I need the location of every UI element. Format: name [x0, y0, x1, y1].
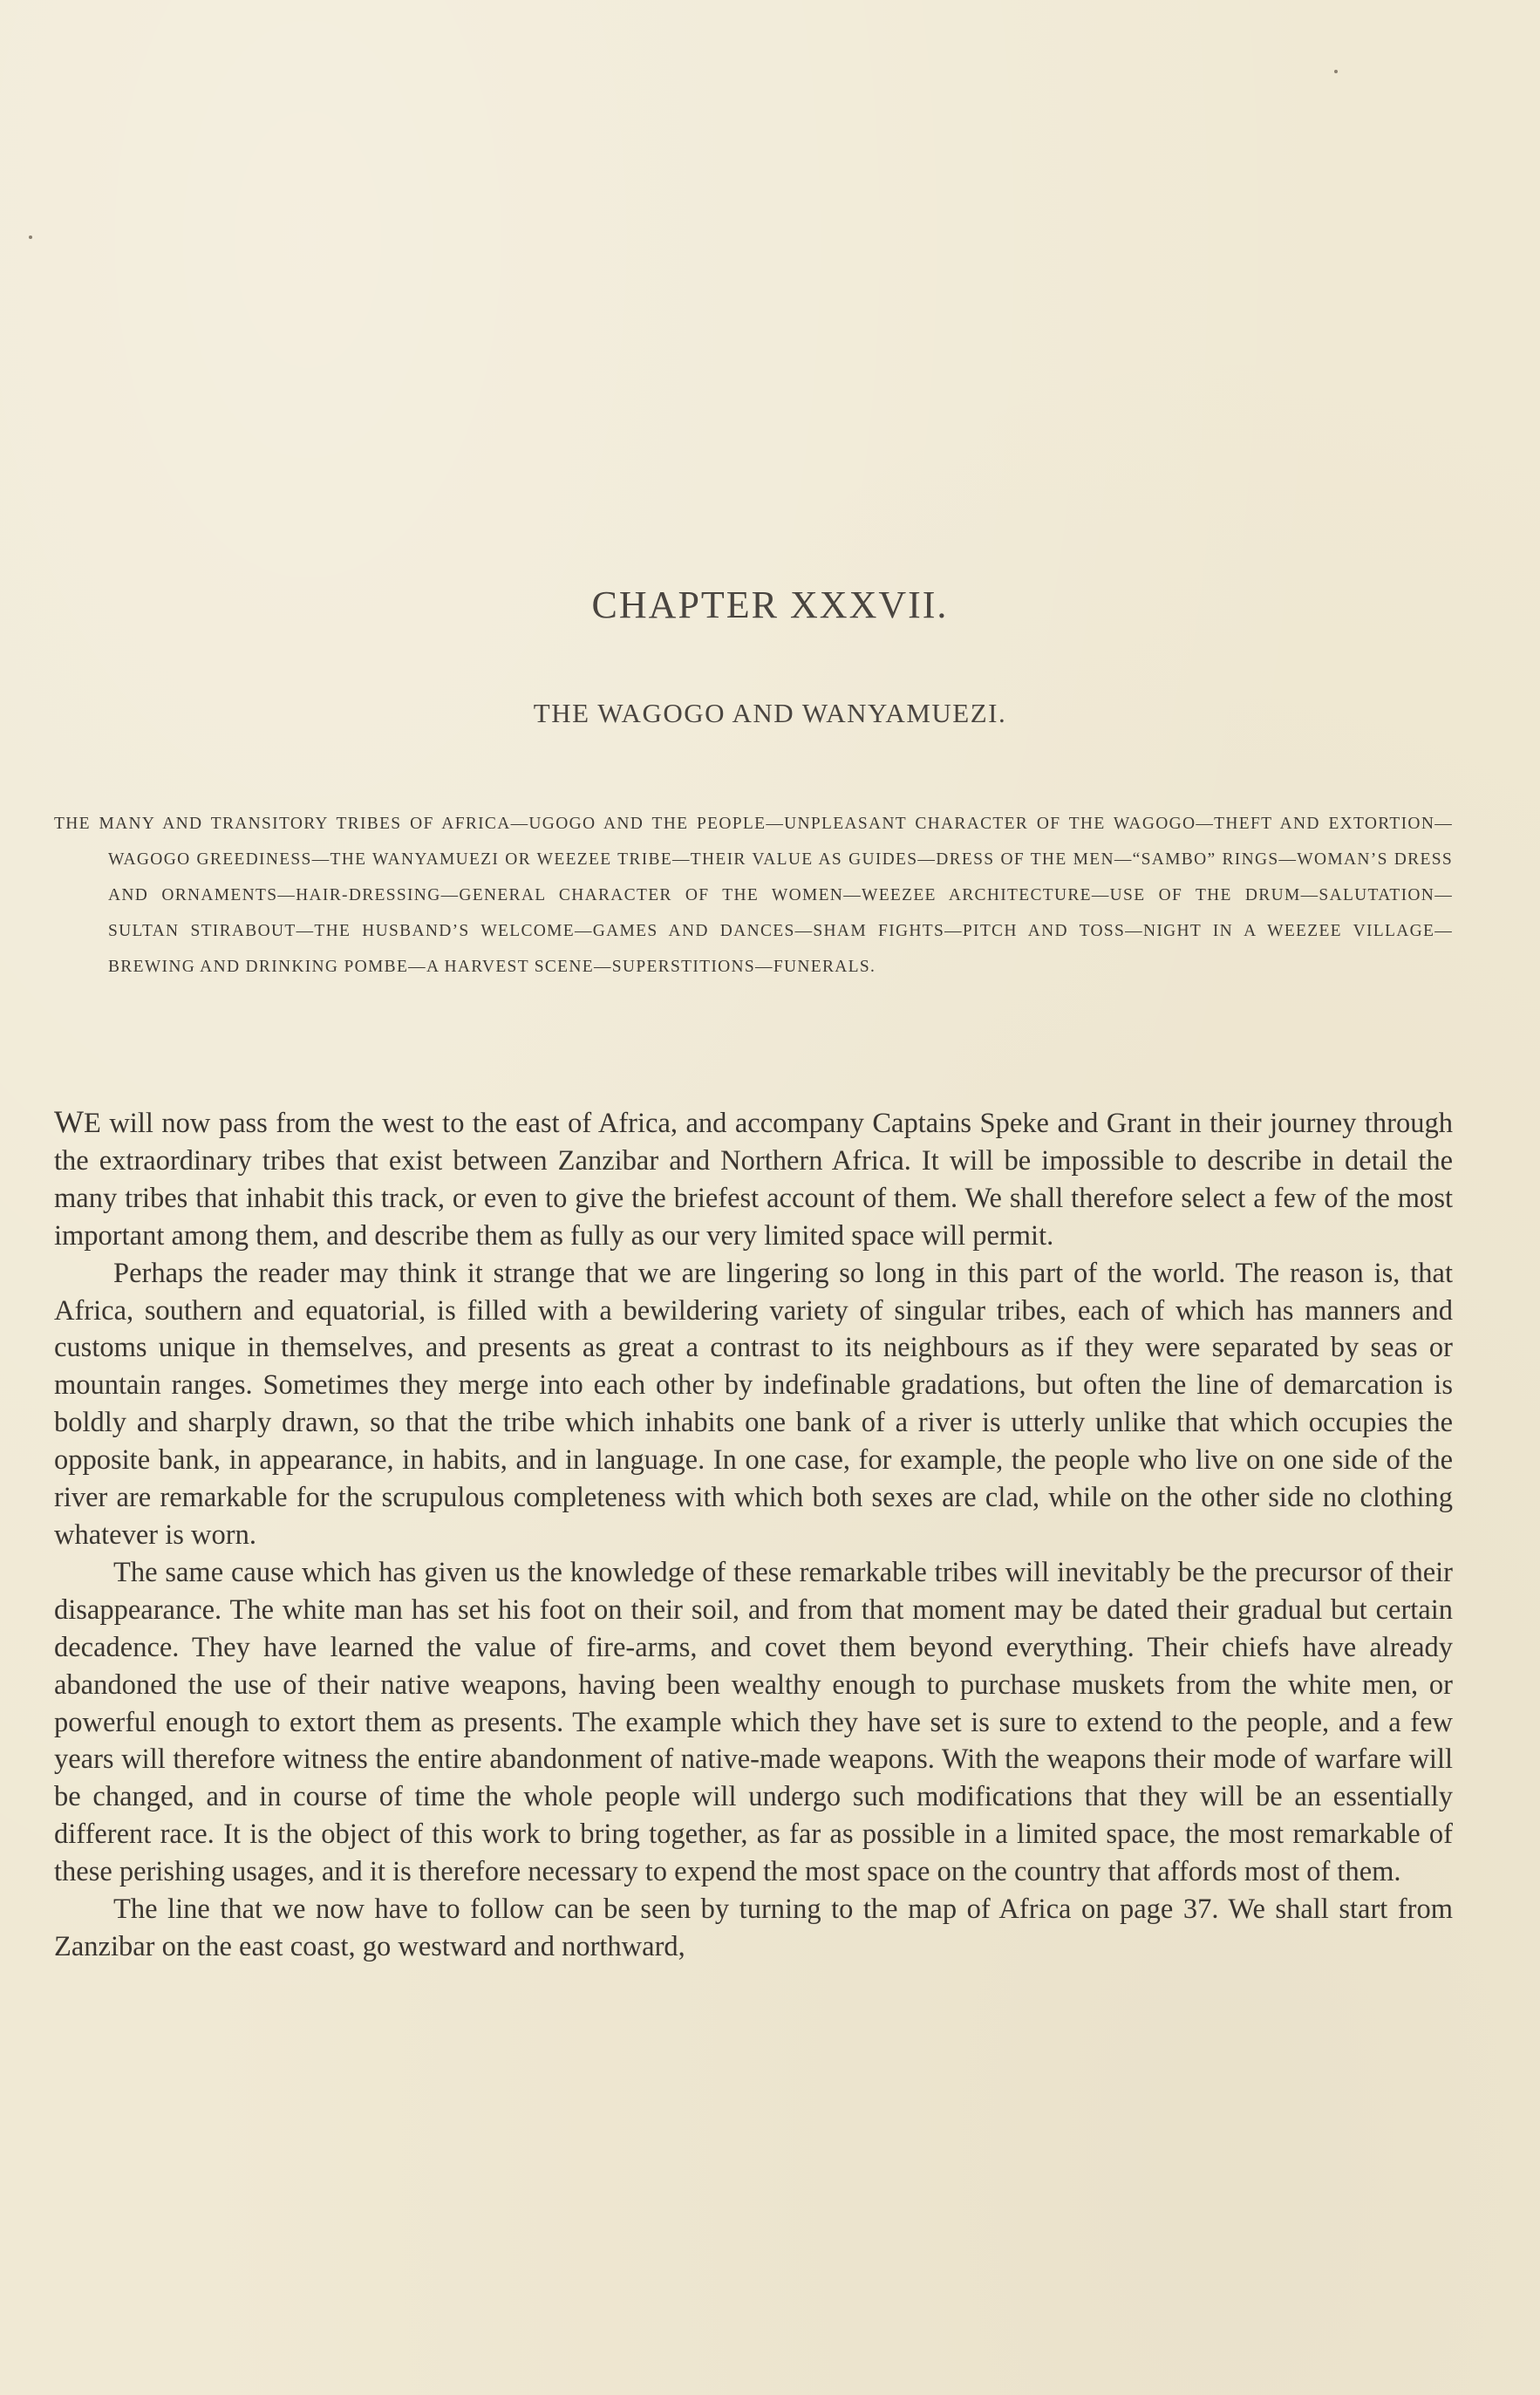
- margin-speck: [1334, 70, 1338, 73]
- chapter-synopsis: THE MANY AND TRANSITORY TRIBES OF AFRICA—UGOGO AND THE PEOPLE—UNPLEASANT CHARACTER OF THE WAGOGO—THEFT AND EXTORTION—WAGOGO GREEDINESS—THE WANYAMUEZI OR WEEZEE TRIBE—THEIR VALUE AS GUIDES—DRESS OF THE MEN—“SAMBO” RINGS—WOMAN’S DRESS AND ORNAMENTS—HAIR-DRESSING—GENERAL CHARACTER OF THE WOMEN—WEEZEE ARCHITECTURE—USE OF THE DRUM—SALUTATION—SULTAN STIRABOUT—THE HUSBAND’S WELCOME—GAMES AND DANCES—SHAM FIGHTS—PITCH AND TOSS—NIGHT IN A WEEZEE VILLAGE—BREWING AND DRINKING POMBE—A HARVEST SCENE—SUPERSTITIONS—FUNERALS.: [54, 815, 1453, 976]
- paragraph-2: Perhaps the reader may think it strange that we are lingering so long in this part of the world. The reason is, that Africa, southern and equatorial, is filled with a bewildering variety of singular tribes, each of which has manners and customs unique in themselves, and presents as great a contrast to its neighbours as if they were separated by seas or mountain ranges. Sometimes they merge into each other by indefinable gradations, but often the line of demarcation is boldly and sharply drawn, so that the tribe which inhabits one bank of a river is utterly unlike that which occupies the opposite bank, in appearance, in habits, and in language. In one case, for example, the people who live on one side of the river are remarkable for the scrupulous completeness with which both sexes are clad, while on the other side no clothing whatever is worn.: [54, 1257, 1453, 1551]
- chapter-body: [54, 1103, 1453, 1966]
- paragraph-3: The same cause which has given us the knowledge of these remarkable tribes will inevitably be the precursor of their disappearance. The white man has set his foot on their soil, and from that moment may be dated their gradual but certain decadence. They have learned the value of fire-arms, and covet them beyond everything. Their chiefs have already abandoned the use of their native weapons, having been wealthy enough to purchase muskets from the white men, or powerful enough to extort them as presents. The example which they have set is sure to extend to the people, and a few years will therefore witness the entire abandonment of native-made weapons. With the weapons their mode of warfare will be changed, and in course of time the whole people will undergo such modifications that they will be an essentially different race. It is the object of this work to bring together, as far as possible in a limited space, the most remarkable of these perishing usages, and it is therefore necessary to expend the most space on the country that affords most of them.: [54, 1556, 1453, 1888]
- paragraph-4: The line that we now have to follow can be seen by turning to the map of Africa on page 37. We shall start from Zanzibar on the east coast, go westward and northward,: [54, 1893, 1453, 1962]
- margin-speck: [29, 235, 32, 239]
- paragraph-1: [54, 1103, 1453, 1255]
- paragraph-1-text: will now pass from the west to the east of Africa, and accompany Captains Speke and Grant in their journey through the extraordinary tribes that exist between Zanzibar and Northern Africa. It will be impossible to describe in detail the many tribes that inhabit this track, or even to give the briefest account of them. We shall therefore select a few of the most important among them, and describe them as fully as our very limited space will permit.: [54, 1108, 1453, 1252]
- chapter-title: CHAPTER XXXVII.: [591, 583, 949, 626]
- chapter-subtitle: THE WAGOGO AND WANYAMUEZI.: [533, 698, 1007, 728]
- initial-letter: W: [54, 1104, 84, 1139]
- initial-rest: E: [83, 1108, 101, 1139]
